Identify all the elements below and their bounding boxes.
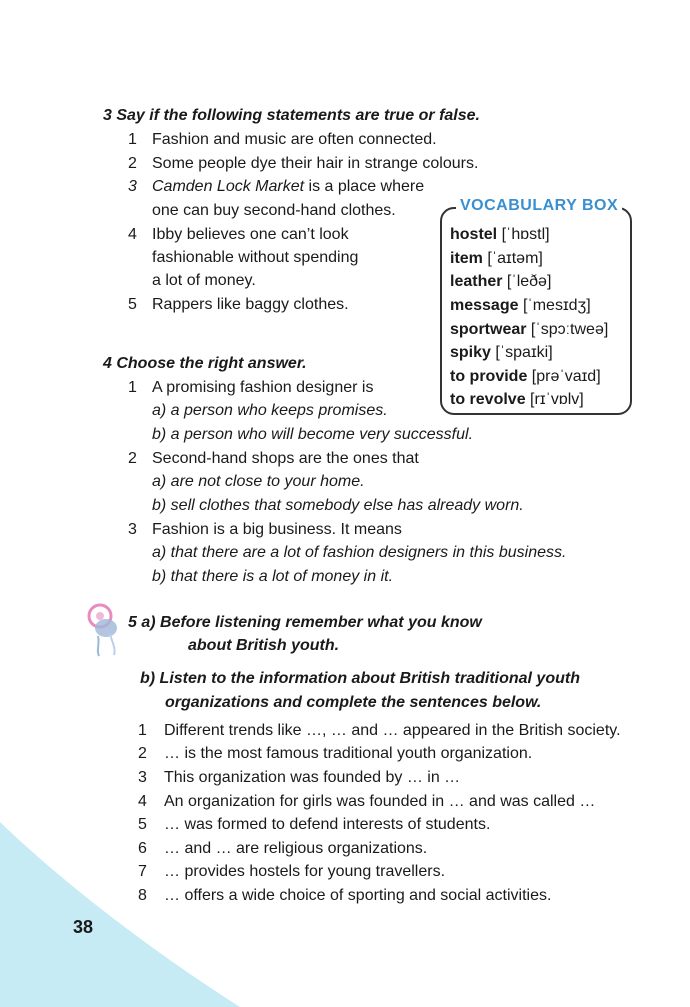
ex4-q3-option-a: a) that there are a lot of fashion designers in this business. [152,544,567,561]
vocab-entry: sportwear [ˈspɔːtweə] [450,321,609,338]
vocab-entry: to provide [prəˈvaɪd] [450,368,601,385]
ex4-q1-option-a: a) a person who keeps promises. [152,402,388,419]
ex3-item-2: 2 Some people dye their hair in strange colours. [128,155,479,172]
ex5b-heading-line2: organizations and complete the sentences below. [165,694,542,711]
ex5-sentence: 2 … is the most famous traditional youth organization. [138,745,533,762]
ex5-sentence: 8 … offers a wide choice of sporting and social activities. [138,887,552,904]
ex3-item-5: 5 Rappers like baggy clothes. [128,296,349,313]
ex4-question-1: 1 A promising fashion designer is [128,379,374,396]
ex3-item-4-cont1: fashionable without spending [152,249,359,266]
ex5-sentence: 5 … was formed to defend interests of students. [138,816,491,833]
ex5a-heading-line1: 5 a) Before listening remember what you know [128,614,482,631]
ex4-question-2: 2 Second-hand shops are the ones that [128,450,419,467]
ex4-heading: 4 Choose the right answer. [103,355,307,372]
vocabulary-box [440,197,632,415]
ex5a-heading-line2: about British youth. [188,637,340,654]
vocab-entry: message [ˈmesɪdʒ] [450,297,591,314]
ex4-q2-option-b: b) sell clothes that somebody else has already worn. [152,497,524,514]
page-number: 38 [73,917,94,937]
vocab-entry: item [ˈaɪtəm] [450,250,543,267]
ex3-item-4: 4 Ibby believes one can’t look [128,226,349,243]
ex3-heading: 3 Say if the following statements are true or false. [103,107,480,124]
vocab-entry: to revolve [rɪˈvɒlv] [450,391,584,408]
ex4-q3-option-b: b) that there is a lot of money in it. [152,568,394,585]
ex3-item-1: 1 Fashion and music are often connected. [128,131,437,148]
ex4-question-3: 3 Fashion is a big business. It means [128,521,402,538]
vocab-entry: spiky [ˈspaɪki] [450,344,553,361]
vocab-entry: leather [ˈleðə] [450,273,552,290]
ex3-item-3: 3 Camden Lock Market is a place where [128,178,425,195]
ex4-q1-option-b: b) a person who will become very successful. [152,426,474,443]
ex5-sentence: 3 This organization was founded by … in … [138,769,461,786]
ex5-sentence: 7 … provides hostels for young travellers. [138,863,446,880]
ex3-item-3-cont: one can buy second-hand clothes. [152,202,396,219]
ex5-sentence: 1 Different trends like …, … and … appeared in the British society. [138,722,621,739]
ex4-q2-option-a: a) are not close to your home. [152,473,365,490]
cd-audio-icon [86,598,126,658]
ex3-item-4-cont2: a lot of money. [152,272,256,289]
vocabulary-box-title: VOCABULARY BOX [456,197,622,215]
vocab-entry: hostel [ˈhɒstl] [450,226,550,243]
ex5b-heading-line1: b) Listen to the information about British traditional youth [140,670,580,687]
ex5-sentence: 6 … and … are religious organizations. [138,840,428,857]
ex5-sentence: 4 An organization for girls was founded in … and was called … [138,793,596,810]
